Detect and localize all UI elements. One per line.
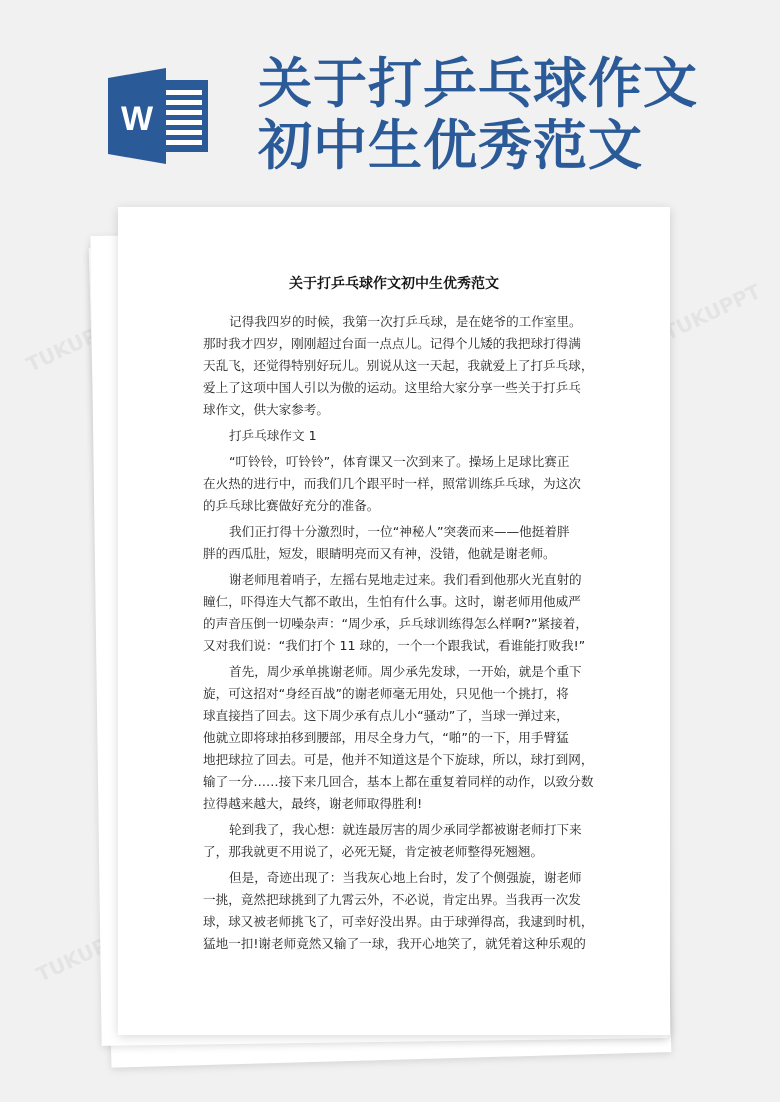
text-line: 他就立即将球拍移到腰部，用尽全身力气，“啪”的一下，用手臂猛 [203, 730, 569, 745]
text-line: 天乱飞，还觉得特别好玩儿。别说从这一天起，我就爱上了打乒乓球， [203, 358, 594, 373]
paragraph [203, 311, 623, 421]
text-line: “叮铃铃，叮铃铃”，体育课又一次到来了。操场上足球比赛正 [229, 454, 570, 469]
text-line: 猛地一扣!谢老师竟然又输了一球，我开心地笑了，就凭着这种乐观的 [203, 936, 586, 951]
paragraph [203, 569, 623, 657]
text-line: 拉得越来越大，最终，谢老师取得胜利! [203, 796, 423, 811]
text-line: 打乒乓球作文 1 [229, 428, 317, 443]
text-line: 地把球拉了回去。可是，他并不知道这是个下旋球，所以，球打到网， [203, 752, 594, 767]
text-line: 又对我们说：“我们打个 11 球的，一个一个跟我试，看谁能打败我!” [203, 638, 586, 653]
text-line: 轮到我了，我心想：就连最厉害的周少承同学都被谢老师打下来 [229, 822, 582, 837]
paragraph [203, 819, 623, 863]
paragraph [203, 425, 623, 447]
word-icon-letter: W [120, 100, 154, 138]
paragraph [203, 521, 623, 565]
document-body [203, 311, 623, 959]
text-line: 胖的西瓜肚，短发，眼睛明亮而又有神，没错，他就是谢老师。 [203, 546, 556, 561]
watermark: TUKUPPT [659, 279, 765, 345]
text-line: 旋，可这招对“身经百战”的谢老师毫无用处，只见他一个挑打，将 [203, 686, 569, 701]
text-line: 球，球又被老师挑飞了，可幸好没出界。由于球弹得高，我逮到时机， [203, 914, 594, 929]
text-line: 谢老师甩着哨子，左摇右晃地走过来。我们看到他那火光直射的 [229, 572, 582, 587]
text-line: 瞳仁，吓得连大气都不敢出，生怕有什么事。这时，谢老师用他威严 [203, 594, 581, 609]
text-line: 我们正打得十分激烈时，一位“神秘人”突袭而来——他挺着胖 [229, 524, 570, 539]
document-title: 关于打乒乓球作文初中生优秀范文 [289, 276, 499, 292]
header-title-line: 关于打乒乓球作文 [258, 51, 698, 115]
header-title-line: 初中生优秀范文 [258, 113, 643, 177]
text-line: 那时我才四岁，刚刚超过台面一点点儿。记得个儿矮的我把球打得满 [203, 336, 581, 351]
text-line: 球作文，供大家参考。 [203, 402, 329, 417]
text-line: 但是，奇迹出现了：当我灰心地上台时，发了个侧强旋，谢老师 [229, 870, 582, 885]
paragraph [203, 451, 623, 517]
text-line: 输了一分……接下来几回合，基本上都在重复着同样的动作，以致分数 [203, 774, 594, 789]
text-line: 的声音压倒一切噪杂声：“周少承，乒乓球训练得怎么样啊?”紧接着， [203, 616, 588, 631]
document-page [118, 207, 670, 1035]
paragraph [203, 867, 623, 955]
paragraph [203, 661, 623, 815]
text-line: 在火热的进行中，而我们几个跟平时一样，照常训练乒乓球，为这次 [203, 476, 581, 491]
text-line: 记得我四岁的时候，我第一次打乒乓球，是在姥爷的工作室里。 [229, 314, 582, 329]
header-title [258, 52, 698, 176]
text-line: 了，那我就更不用说了，必死无疑，肯定被老师整得死翘翘。 [203, 844, 544, 859]
text-line: 一挑，竟然把球挑到了九霄云外，不必说，肯定出界。当我再一次发 [203, 892, 581, 907]
text-line: 的乒乓球比赛做好充分的准备。 [203, 498, 380, 513]
text-line: 球直接挡了回去。这下周少承有点儿小“骚动”了，当球一弹过来， [203, 708, 569, 723]
word-icon [108, 68, 212, 164]
text-line: 爱上了这项中国人引以为傲的运动。这里给大家分享一些关于打乒乓 [203, 380, 581, 395]
text-line: 首先，周少承单挑谢老师。周少承先发球，一开始，就是个重下 [229, 664, 582, 679]
